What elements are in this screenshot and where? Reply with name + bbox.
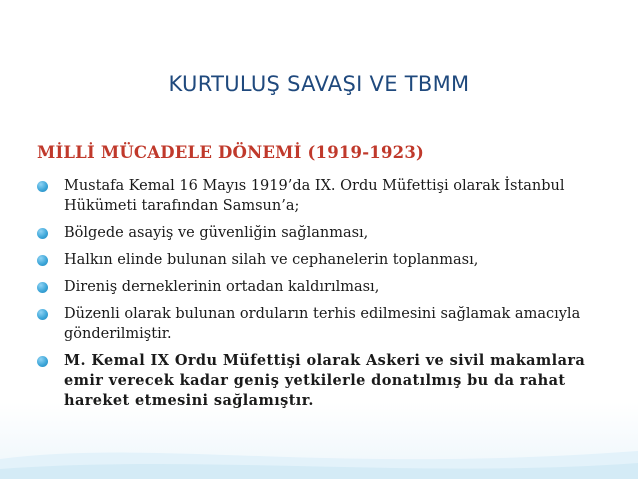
slide-title: KURTULUŞ SAVAŞI VE TBMM: [168, 72, 470, 96]
circle-bullet-icon: [37, 181, 48, 192]
circle-bullet-icon: [37, 282, 48, 293]
list-item: [37, 304, 612, 344]
circle-bullet-icon: [37, 356, 48, 367]
bullet-list: [37, 176, 612, 418]
list-item-text: Halkın elinde bulunan silah ve cephanelerin toplanması,: [64, 252, 479, 268]
circle-bullet-icon: [37, 309, 48, 320]
list-item: [37, 176, 612, 216]
list-item-text: Bölgede asayiş ve güvenliğin sağlanması,: [64, 225, 369, 241]
list-item-text: Direniş derneklerinin ortadan kaldırılması,: [64, 279, 380, 295]
list-item-text: Mustafa Kemal 16 Mayıs 1919’da IX. Ordu Müfettişi olarak İstanbul Hükümeti tarafından Samsun’a;: [64, 178, 565, 214]
list-item: [37, 223, 612, 243]
list-item-text: Düzenli olarak bulunan orduların terhis edilmesini sağlamak amacıyla gönderilmiştir.: [64, 306, 581, 342]
circle-bullet-icon: [37, 255, 48, 266]
list-item: [37, 351, 612, 411]
list-item: [37, 277, 612, 297]
list-item: [37, 250, 612, 270]
decorative-wave: [0, 429, 638, 479]
circle-bullet-icon: [37, 228, 48, 239]
section-heading: MİLLİ MÜCADELE DÖNEMİ (1919-1923): [37, 143, 425, 162]
list-item-text: M. Kemal IX Ordu Müfettişi olarak Askeri ve sivil makamlara emir verecek kadar geniş yetkilerle donatılmış bu da rahat hareket etmesini sağlamıştır.: [64, 352, 586, 409]
